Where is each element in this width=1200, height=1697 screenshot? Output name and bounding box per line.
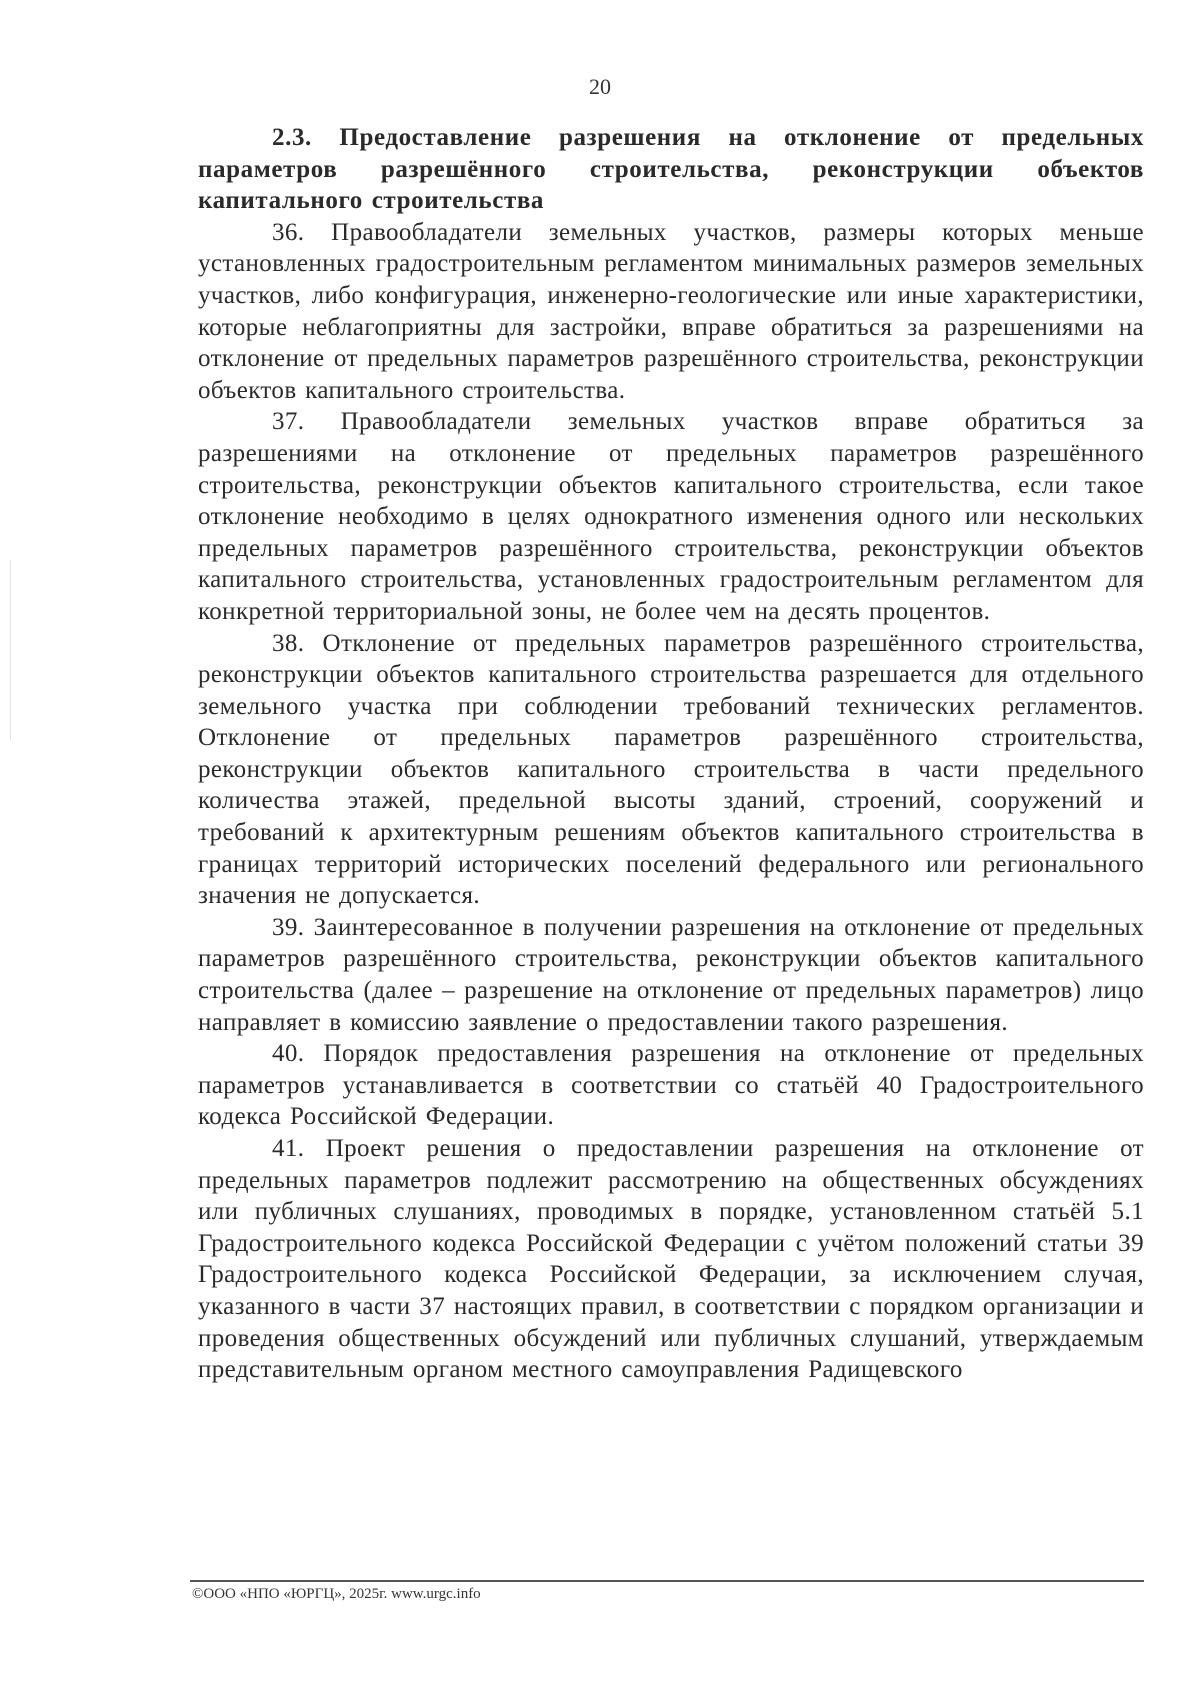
- page-number: 20: [589, 74, 611, 99]
- paragraph-40: 40. Порядок предоставления разрешения на отклонение от предельных параметров устанавливается в соответствии со статьёй 40 Градостроительного кодекса Российской Федерации.: [198, 1040, 1144, 1131]
- document-body: [198, 122, 1144, 1386]
- scan-edge-mark: [10, 560, 11, 740]
- paragraph-38: 38. Отклонение от предельных параметров разрешённого строительства, реконструкции объектов капитального строительства разрешается для отдельного земельного участка при соблюдении требований технических регламентов. Отклонение от предельных параметров разрешённого строительства, реконструкции объектов капитального строительства в части предельного количества этажей, предельной высоты зданий, строений, сооружений и требований к архитектурным решениям объектов капитального строительства в границах территорий исторических поселений федерального или регионального значения не допускается.: [198, 629, 1144, 910]
- paragraph-36: 36. Правообладатели земельных участков, размеры которых меньше установленных градостроительным регламентом минимальных размеров земельных участков, либо конфигурация, инженерно-геологические или иные характеристики, которые неблагоприятны для застройки, вправе обратиться за разрешениями на отклонение от предельных параметров разрешённого строительства, реконструкции объектов капитального строительства.: [198, 218, 1144, 404]
- footer-divider: [190, 1580, 1144, 1582]
- paragraph-39: 39. Заинтересованное в получении разрешения на отклонение от предельных параметров разрешённого строительства, реконструкции объектов капитального строительства (далее – разрешение на отклонение от предельных параметров) лицо направляет в комиссию заявление о предоставлении такого разрешения.: [198, 913, 1144, 1036]
- section-title: 2.3. Предоставление разрешения на отклонение от предельных параметров разрешённого строительства, реконструкции объектов капитального строительства: [198, 124, 1144, 215]
- footer-copyright: ©ООО «НПО «ЮРГЦ», 2025г. www.urgc.info: [192, 1586, 481, 1602]
- paragraph-41: 41. Проект решения о предоставлении разрешения на отклонение от предельных параметров подлежит рассмотрению на общественных обсуждениях или публичных слушаниях, проводимых в порядке, установленном статьёй 5.1 Градостроительного кодекса Российской Федерации с учётом положений статьи 39 Градостроительного кодекса Российской Федерации, за исключением случая, указанного в части 37 настоящих правил, в соответствии с порядком организации и проведения общественных обсуждений или публичных слушаний, утверждаемым представительным органом местного самоуправления Радищевского: [198, 1135, 1144, 1384]
- paragraph-37: 37. Правообладатели земельных участков вправе обратиться за разрешениями на отклонение от предельных параметров разрешённого строительства, реконструкции объектов капитального строительства, если такое отклонение необходимо в целях однократного изменения одного или нескольких предельных параметров разрешённого строительства, реконструкции объектов капитального строительства, установленных градостроительным регламентом для конкретной территориальной зоны, не более чем на десять процентов.: [198, 408, 1144, 625]
